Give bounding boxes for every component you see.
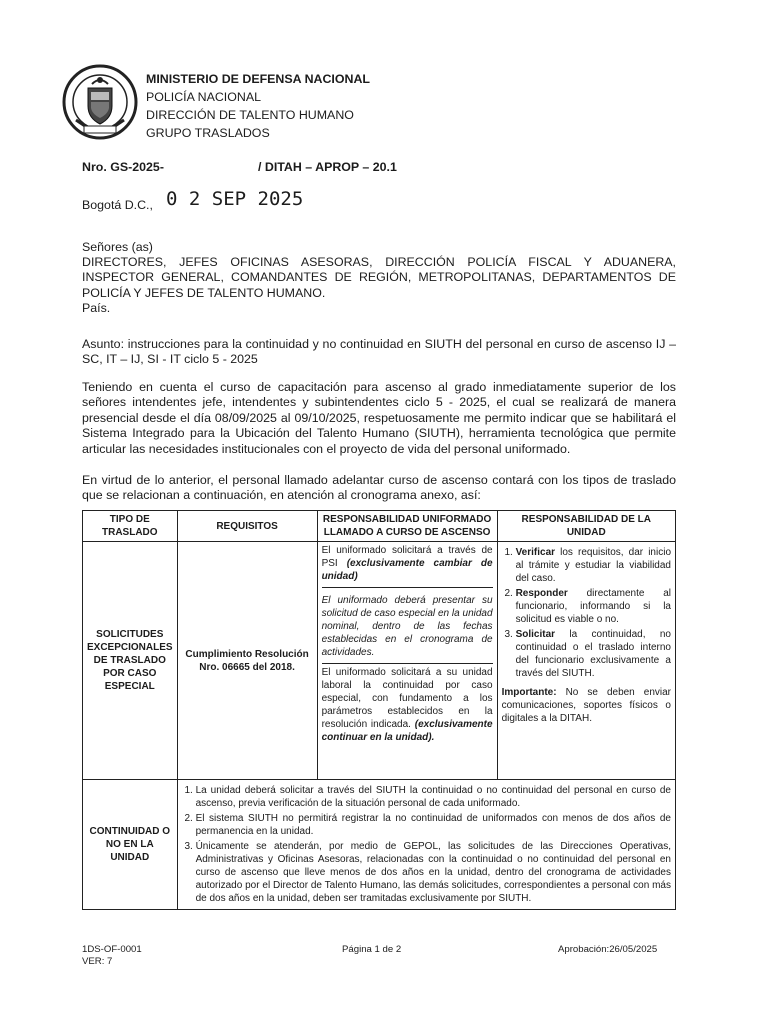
group-name: GRUPO TRASLADOS	[146, 126, 270, 140]
continuity-rule: 1. La unidad deberá solicitar a través del SIUTH la continuidad o no continuidad del personal en curso de ascenso, previa verificación de la situación personal de cada uniformado.	[196, 784, 671, 810]
subject: Asunto: instrucciones para la continuidad y no continuidad en SIUTH del personal en curso de ascenso IJ – SC, IT – IJ, SI - IT ciclo 5 - 2025	[82, 337, 676, 367]
salutation: Señores (as)	[82, 240, 153, 254]
table-row	[83, 542, 676, 780]
continuity-rule: 2. El sistema SIUTH no permitirá registrar la no continuidad de uniformados con menos de dos años de permanencia en la unidad.	[196, 812, 671, 838]
table-row	[83, 780, 676, 910]
table-header-row	[83, 511, 676, 542]
unit-step: 1. Verificar los requisitos, dar inicio al trámite y estudiar la viabilidad del caso.	[516, 546, 671, 585]
continuity-rules-cell	[177, 780, 675, 910]
reference-number: Nro. GS-2025-	[82, 160, 164, 174]
uniformado-item: El uniformado solicitará a través de PSI (exclusivamente cambiar de unidad)	[321, 545, 493, 582]
uniformado-item: El uniformado deberá presentar su solicitud de caso especial en la unidad nominal, dentro de las fechas establecidas en el cronograma de actividades.	[322, 587, 493, 661]
unit-responsibility-cell	[497, 542, 675, 780]
uniformado-item: El uniformado solicitará a su unidad laboral la continuidad por caso especial, con fundamento a los parámetros establecidos en la resolución indicada. (exclusivamente continuar en la unidad).	[322, 663, 493, 746]
country: País.	[82, 301, 111, 315]
requirement-cell: Cumplimiento Resolución Nro. 06665 del 2018.	[177, 542, 317, 780]
date-stamp: 0 2 SEP 2025	[166, 188, 304, 210]
body-paragraph-1: Teniendo en cuenta el curso de capacitación para ascenso al grado inmediatamente superior de los señores intendentes jefe, intendentes y subintendentes ciclo 5 - 2025, el cual se realizará de manera presencial desde el día 08/09/2025 al 09/10/2025, respetuosamente me permito indicar que se habilitará el Sistema Integrado para la Ubicación del Talento Humano (SIUTH), herramienta tecnológica que permite articular las necesidades institucionales con el proyecto de vida del personal uniformado.	[82, 380, 676, 456]
table-header: RESPONSABILIDAD DE LA UNIDAD	[497, 511, 675, 542]
table-header: RESPONSABILIDAD UNIFORMADO LLAMADO A CURSO DE ASCENSO	[317, 511, 497, 542]
table-header: REQUISITOS	[177, 511, 317, 542]
transfer-type-cell: SOLICITUDES EXCEPCIONALES DE TRASLADO POR CASO ESPECIAL	[83, 542, 178, 780]
footer-left	[82, 944, 142, 968]
institution-name: POLICÍA NACIONAL	[146, 90, 261, 104]
continuity-rule: 3. Únicamente se atenderán, por medio de GEPOL, las solicitudes de las Direcciones Operativas, Administrativas y Oficinas Asesoras, relacionadas con la continuidad o no continuidad del personal en curso de ascenso que lleve menos de dos años en la unidad, dentro del cronograma de actividades autorizado por el Director de Talento Humano, las demás solicitudes, correspondientes a personal con más de dos años en la unidad, deben ser tramitadas exclusivamente por SIUTH.	[196, 840, 671, 905]
transfer-type-cell: CONTINUIDAD O NO EN LA UNIDAD	[83, 780, 178, 910]
place: Bogotá D.C.,	[82, 198, 153, 212]
document-version: VER: 7	[82, 956, 113, 967]
police-seal-icon	[62, 64, 138, 140]
approval-date: Aprobación:26/05/2025	[558, 944, 658, 955]
letterhead	[146, 70, 370, 142]
uniformado-responsibility-cell	[317, 542, 497, 780]
unit-step: 3. Solicitar la continuidad, no continuidad o el traslado interno del funcionario exclusivamente a través del SIUTH.	[516, 628, 671, 680]
unit-step: 2. Responder directamente al funcionario, informando si la solicitud es viable o no.	[516, 587, 671, 626]
reference-code: / DITAH – APROP – 20.1	[258, 160, 397, 174]
document-code: 1DS-OF-0001	[82, 944, 142, 955]
page-number: Página 1 de 2	[342, 944, 402, 955]
important-note: Importante: No se deben enviar comunicaciones, soportes físicos o digitales a la DITAH.	[501, 687, 671, 724]
ministry-name: MINISTERIO DE DEFENSA NACIONAL	[146, 72, 370, 86]
recipients: DIRECTORES, JEFES OFICINAS ASESORAS, DIRECCIÓN POLICÍA FISCAL Y ADUANERA, INSPECTOR GENERAL, COMANDANTES DE REGIÓN, METROPOLITANAS, DEPARTAMENTOS DE POLICÍA Y JEFES DE TALENTO HUMANO.	[82, 255, 676, 300]
body-paragraph-2: En virtud de lo anterior, el personal llamado adelantar curso de ascenso contará con los tipos de traslado que se relacionan a continuación, en atención al cronograma anexo, así:	[82, 473, 676, 503]
directorate-name: DIRECCIÓN DE TALENTO HUMANO	[146, 108, 354, 122]
transfer-types-table	[82, 510, 676, 910]
table-header: TIPO DE TRASLADO	[83, 511, 178, 542]
